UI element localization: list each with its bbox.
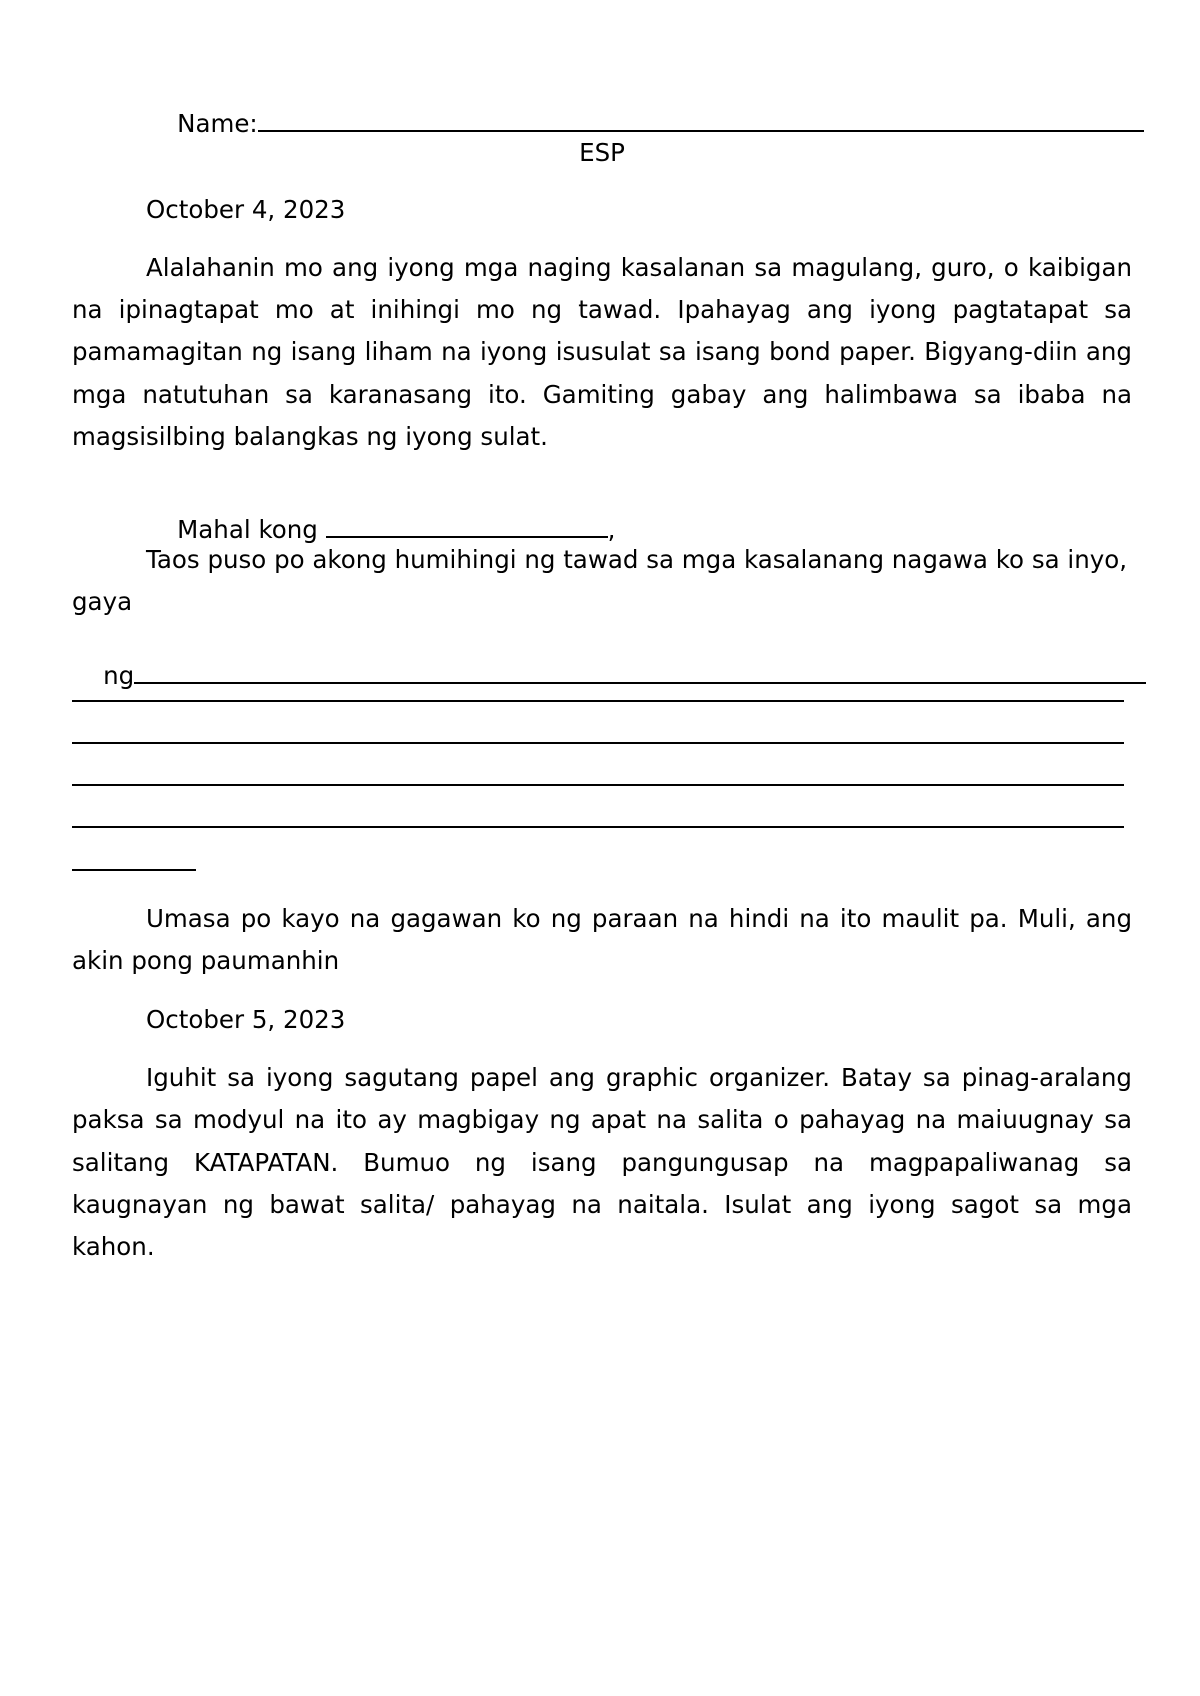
- answer-blank-line: [72, 784, 1124, 786]
- answer-blank: [134, 660, 1146, 684]
- letter-body-prefix: ng: [103, 661, 135, 690]
- salutation-label: Mahal kong: [177, 515, 318, 544]
- day1-instruction-line: Alalahanin mo ang iyong mga naging kasalanan sa magulang, guro, o kaibigan: [146, 253, 1132, 282]
- day1-date: October 4, 2023: [146, 195, 346, 224]
- name-label: Name:: [177, 109, 258, 138]
- day2-date: October 5, 2023: [146, 1005, 346, 1034]
- subject-title: ESP: [579, 138, 625, 167]
- day2-instruction-line: Iguhit sa iyong sagutang papel ang graphic organizer. Batay sa pinag-aralang: [146, 1063, 1132, 1092]
- day2-instruction-line: kaugnayan ng bawat salita/ pahayag na naitala. Isulat ang iyong sagot sa mga: [72, 1190, 1132, 1219]
- answer-blank-line: [72, 826, 1124, 828]
- day1-instruction-line: mga natutuhan sa karanasang ito. Gamiting gabay ang halimbawa sa ibaba na: [72, 380, 1132, 409]
- closing-line: Umasa po kayo na gagawan ko ng paraan na hindi na ito maulit pa. Muli, ang: [146, 904, 1132, 933]
- day1-instruction-line: magsisilbing balangkas ng iyong sulat.: [72, 422, 548, 451]
- salutation-comma: ,: [607, 515, 616, 544]
- day2-instruction-line: paksa sa modyul na ito ay magbigay ng apat na salita o pahayag na maiuugnay sa: [72, 1105, 1132, 1134]
- day2-instruction-line: kahon.: [72, 1232, 155, 1261]
- letter-body-line: gaya: [72, 587, 133, 616]
- answer-blank-line: [72, 742, 1124, 744]
- answer-blank-line: [72, 869, 196, 871]
- day1-instruction-line: pamamagitan ng isang liham na iyong isusulat sa isang bond paper. Bigyang-diin ang: [72, 337, 1132, 366]
- salutation-blank: [326, 514, 608, 538]
- name-blank: [258, 108, 1144, 132]
- day1-instruction-line: na ipinagtapat mo at inihingi mo ng tawad. Ipahayag ang iyong pagtatapat sa: [72, 295, 1132, 324]
- worksheet-page: [72, 0, 1132, 1696]
- letter-body-line: Taos puso po akong humihingi ng tawad sa mga kasalanang nagawa ko sa inyo,: [146, 545, 1127, 574]
- closing-line: akin pong paumanhin: [72, 946, 340, 975]
- answer-blank-line: [72, 700, 1124, 702]
- day2-instruction-line: salitang KATAPATAN. Bumuo ng isang pangungusap na magpapaliwanag sa: [72, 1148, 1132, 1177]
- letter-body-line: [72, 630, 1146, 721]
